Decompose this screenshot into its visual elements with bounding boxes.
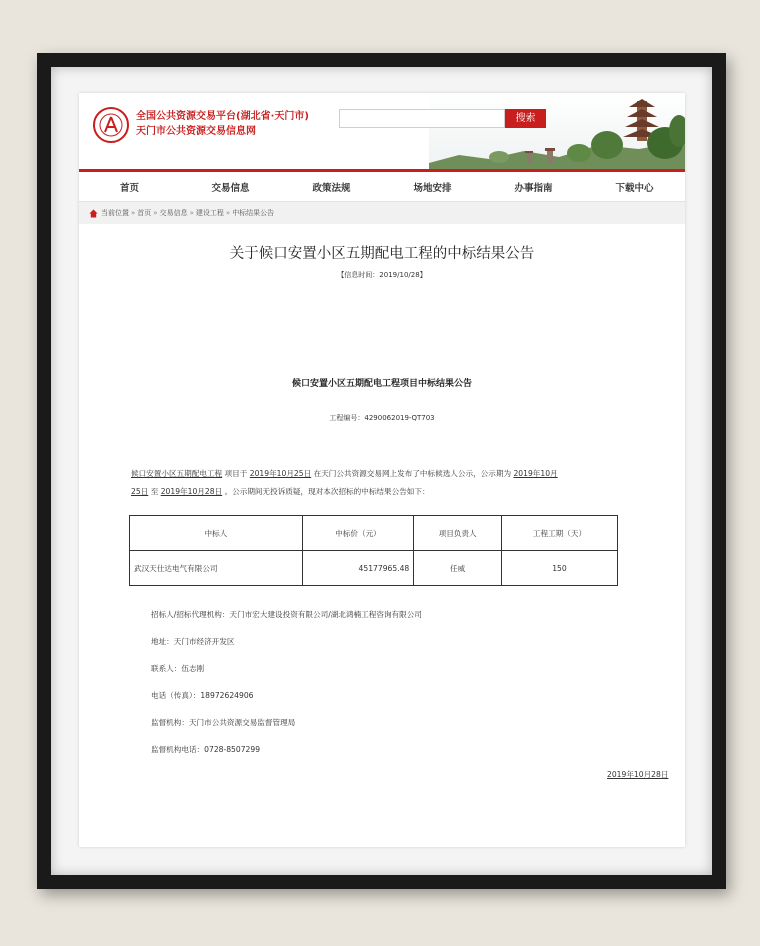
site-header <box>79 93 685 169</box>
city-scenery-banner <box>429 93 685 169</box>
article-content <box>79 242 685 797</box>
breadcrumb <box>79 202 685 224</box>
search-input[interactable] <box>339 109 505 128</box>
duration-cell: 150 <box>501 551 617 586</box>
result-table <box>129 515 618 586</box>
contact-person: 联系人：伍志刚 <box>151 664 205 673</box>
breadcrumb-separator: » <box>189 209 194 217</box>
bid-price-cell: 45177965.48 <box>302 551 414 586</box>
intro-text-3: 至 <box>150 487 159 496</box>
contact-address: 地址：天门市经济开发区 <box>151 637 235 646</box>
breadcrumb-current-label: 当前位置 <box>101 209 129 217</box>
notice-end-date: 2019年10月28日 <box>160 487 223 496</box>
breadcrumb-separator: » <box>131 209 136 217</box>
breadcrumb-home[interactable]: 首页 <box>137 209 152 217</box>
project-manager-cell: 任威 <box>414 551 502 586</box>
site-name-primary[interactable]: 全国公共资源交易平台(湖北省·天门市) <box>136 111 309 122</box>
breadcrumb-separator: » <box>225 209 231 217</box>
home-icon <box>89 209 98 218</box>
table-header-cell: 工程工期（天） <box>501 516 617 551</box>
project-number: 工程编号：4290062019-QT703 <box>329 414 435 422</box>
search-button[interactable]: 搜索 <box>505 109 546 128</box>
table-header-cell: 中标价（元） <box>302 516 414 551</box>
publish-time: 【信息时间：2019/10/28】 <box>337 271 427 279</box>
nav-item-downloads[interactable]: 下载中心 <box>615 182 654 194</box>
contact-supervisor-phone: 监督机构电话：0728-8507299 <box>151 745 261 754</box>
frame-mat <box>51 67 712 875</box>
table-header-cell: 项目负责人 <box>414 516 502 551</box>
article-title: 关于候口安置小区五期配电工程的中标结果公告 <box>229 246 535 262</box>
nav-item-policy[interactable]: 政策法规 <box>312 182 351 194</box>
site-logo-icon[interactable] <box>93 107 129 143</box>
intro-text-1: 项目于 <box>224 469 248 478</box>
notice-start-date-a: 2019年10月 <box>513 469 558 478</box>
breadcrumb-trade-info[interactable]: 交易信息 <box>159 209 188 217</box>
breadcrumb-construction[interactable]: 建设工程 <box>195 209 224 217</box>
nav-item-home[interactable]: 首页 <box>119 182 139 194</box>
sign-date: 2019年10月28日 <box>607 770 669 779</box>
intro-text-4: 。公示期间无投诉质疑，现对本次招标的中标结果公告如下： <box>224 487 430 496</box>
winner-cell: 武汉天仕达电气有限公司 <box>130 551 303 586</box>
contact-supervisor: 监督机构：天门市公共资源交易监督管理局 <box>151 718 296 727</box>
site-names <box>136 109 309 139</box>
contact-section <box>79 597 685 797</box>
publish-date: 2019年10月25日 <box>249 469 312 478</box>
nav-item-trade-info[interactable]: 交易信息 <box>211 182 250 194</box>
main-nav <box>79 172 685 202</box>
notice-start-date-b: 25日 <box>131 487 149 496</box>
table-row <box>130 551 618 586</box>
table-header-row <box>130 516 618 551</box>
breadcrumb-separator: » <box>153 209 158 217</box>
breadcrumb-award-notice[interactable]: 中标结果公告 <box>232 209 275 217</box>
web-page <box>79 93 685 847</box>
contact-tenderer: 招标人/招标代理机构：天门市宏大建设投资有限公司/湖北鸿楠工程咨询有限公司 <box>151 610 422 619</box>
nav-item-venue[interactable]: 场地安排 <box>413 182 452 194</box>
intro-text-2: 在天门公共资源交易网上发布了中标候选人公示，公示期为 <box>313 469 512 478</box>
contact-phone: 电话（传真）：18972624906 <box>151 691 254 700</box>
intro-paragraph <box>131 465 657 501</box>
site-name-secondary[interactable]: 天门市公共资源交易信息网 <box>136 126 256 137</box>
nav-item-guide[interactable]: 办事指南 <box>514 182 553 194</box>
result-table-wrap <box>79 515 685 597</box>
project-name: 候口安置小区五期配电工程 <box>131 469 223 478</box>
picture-frame <box>37 53 726 889</box>
article-subtitle: 候口安置小区五期配电工程项目中标结果公告 <box>291 379 472 389</box>
table-header-cell: 中标人 <box>130 516 303 551</box>
